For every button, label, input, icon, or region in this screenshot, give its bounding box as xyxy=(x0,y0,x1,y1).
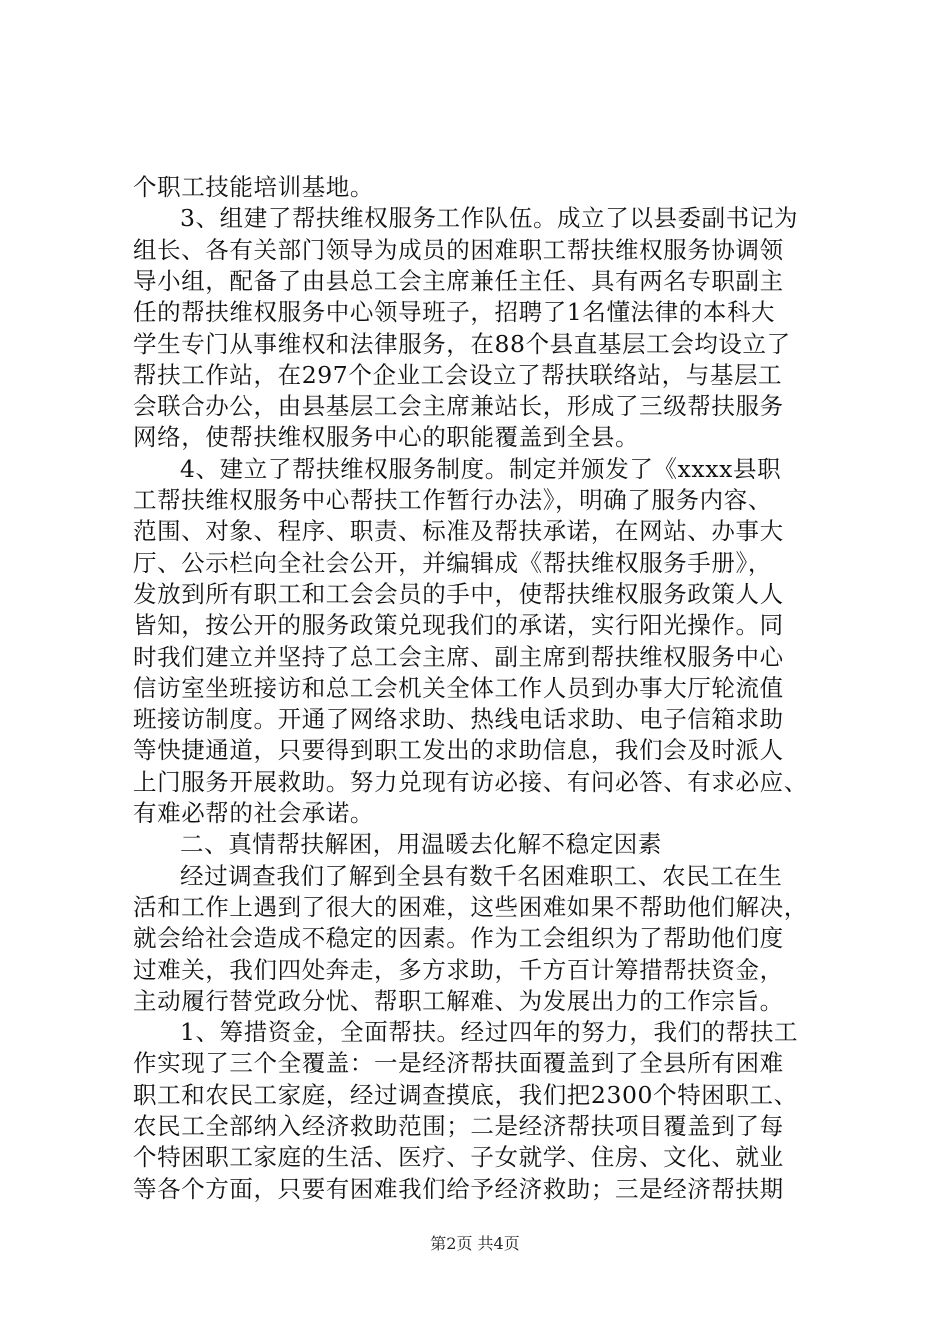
text-line: 个特困职工家庭的生活、医疗、子女就学、住房、文化、就业 xyxy=(133,1143,784,1172)
text-line: 等各个方面，只要有困难我们给予经济救助；三是经济帮扶期 xyxy=(133,1174,784,1203)
page-number-footer: 第2页 共4页 xyxy=(430,1234,520,1253)
text-line: 活和工作上遇到了很大的困难，这些困难如果不帮助他们解决， xyxy=(133,892,808,921)
text-line: 班接访制度。开通了网络求助、热线电话求助、电子信箱求助 xyxy=(133,705,784,734)
text-line: 时我们建立并坚持了总工会主席、副主席到帮扶维权服务中心 xyxy=(133,642,784,671)
text-line: 过难关，我们四处奔走，多方求助，千方百计筹措帮扶资金， xyxy=(133,955,784,984)
text-line: 厅、公示栏向全社会公开，并编辑成《帮扶维权服务手册》， xyxy=(133,548,772,577)
text-line: 有难必帮的社会承诺。 xyxy=(133,799,374,827)
text-line: 任的帮扶维权服务中心领导班子，招聘了1名懂法律的本科大 xyxy=(133,298,776,327)
text-line: 学生专门从事维权和法律服务，在88个县直基层工会均设立了 xyxy=(133,329,791,358)
text-line: 就会给社会造成不稳定的因素。作为工会组织为了帮助他们度 xyxy=(133,924,784,953)
paragraph-start-line: 4、建立了帮扶维权服务制度。制定并颁发了《xxxx县职 xyxy=(180,454,782,483)
text-line: 导小组，配备了由县总工会主席兼任主任、具有两名专职副主 xyxy=(133,266,784,295)
text-line: 会联合办公，由县基层工会主席兼站长，形成了三级帮扶服务 xyxy=(133,392,784,421)
text-line: 主动履行替党政分忧、帮职工解难、为发展出力的工作宗旨。 xyxy=(133,986,784,1015)
text-line: 农民工全部纳入经济救助范围；二是经济帮扶项目覆盖到了每 xyxy=(133,1112,784,1140)
text-line: 帮扶工作站，在297个企业工会设立了帮扶联络站，与基层工 xyxy=(133,360,783,389)
text-line: 等快捷通道，只要得到职工发出的求助信息，我们会及时派人 xyxy=(133,736,784,765)
text-line: 皆知，按公开的服务政策兑现我们的承诺，实行阳光操作。同 xyxy=(133,611,784,640)
text-line: 职工和农民工家庭，经过调查摸底，我们把2300个特困职工、 xyxy=(133,1080,798,1109)
text-line: 上门服务开展救助。努力兑现有访必接、有问必答、有求必应、 xyxy=(133,767,808,796)
text-line: 信访室坐班接访和总工会机关全体工作人员到办事大厅轮流值 xyxy=(133,673,784,702)
text-line: 范围、对象、程序、职责、标准及帮扶承诺，在网站、办事大 xyxy=(133,517,784,546)
paragraph-start-line: 3、组建了帮扶维权服务工作队伍。成立了以县委副书记为 xyxy=(180,204,799,233)
text-line: 网络，使帮扶维权服务中心的职能覆盖到全县。 xyxy=(133,423,640,452)
text-line: 组长、各有关部门领导为成员的困难职工帮扶维权服务协调领 xyxy=(133,235,784,264)
section-heading: 二、真情帮扶解困，用温暖去化解不稳定因素 xyxy=(180,830,662,859)
text-line: 工帮扶维权服务中心帮扶工作暂行办法》，明确了服务内容、 xyxy=(133,486,772,514)
text-line: 发放到所有职工和工会会员的手中，使帮扶维权服务政策人人 xyxy=(133,579,784,608)
text-line: 作实现了三个全覆盖：一是经济帮扶面覆盖到了全县所有困难 xyxy=(133,1049,784,1078)
paragraph-start-line: 经过调查我们了解到全县有数千名困难职工、农民工在生 xyxy=(180,861,783,890)
paragraph-start-line: 1、筹措资金，全面帮扶。经过四年的努力，我们的帮扶工 xyxy=(180,1018,799,1047)
text-line: 个职工技能培训基地。 xyxy=(133,173,374,201)
